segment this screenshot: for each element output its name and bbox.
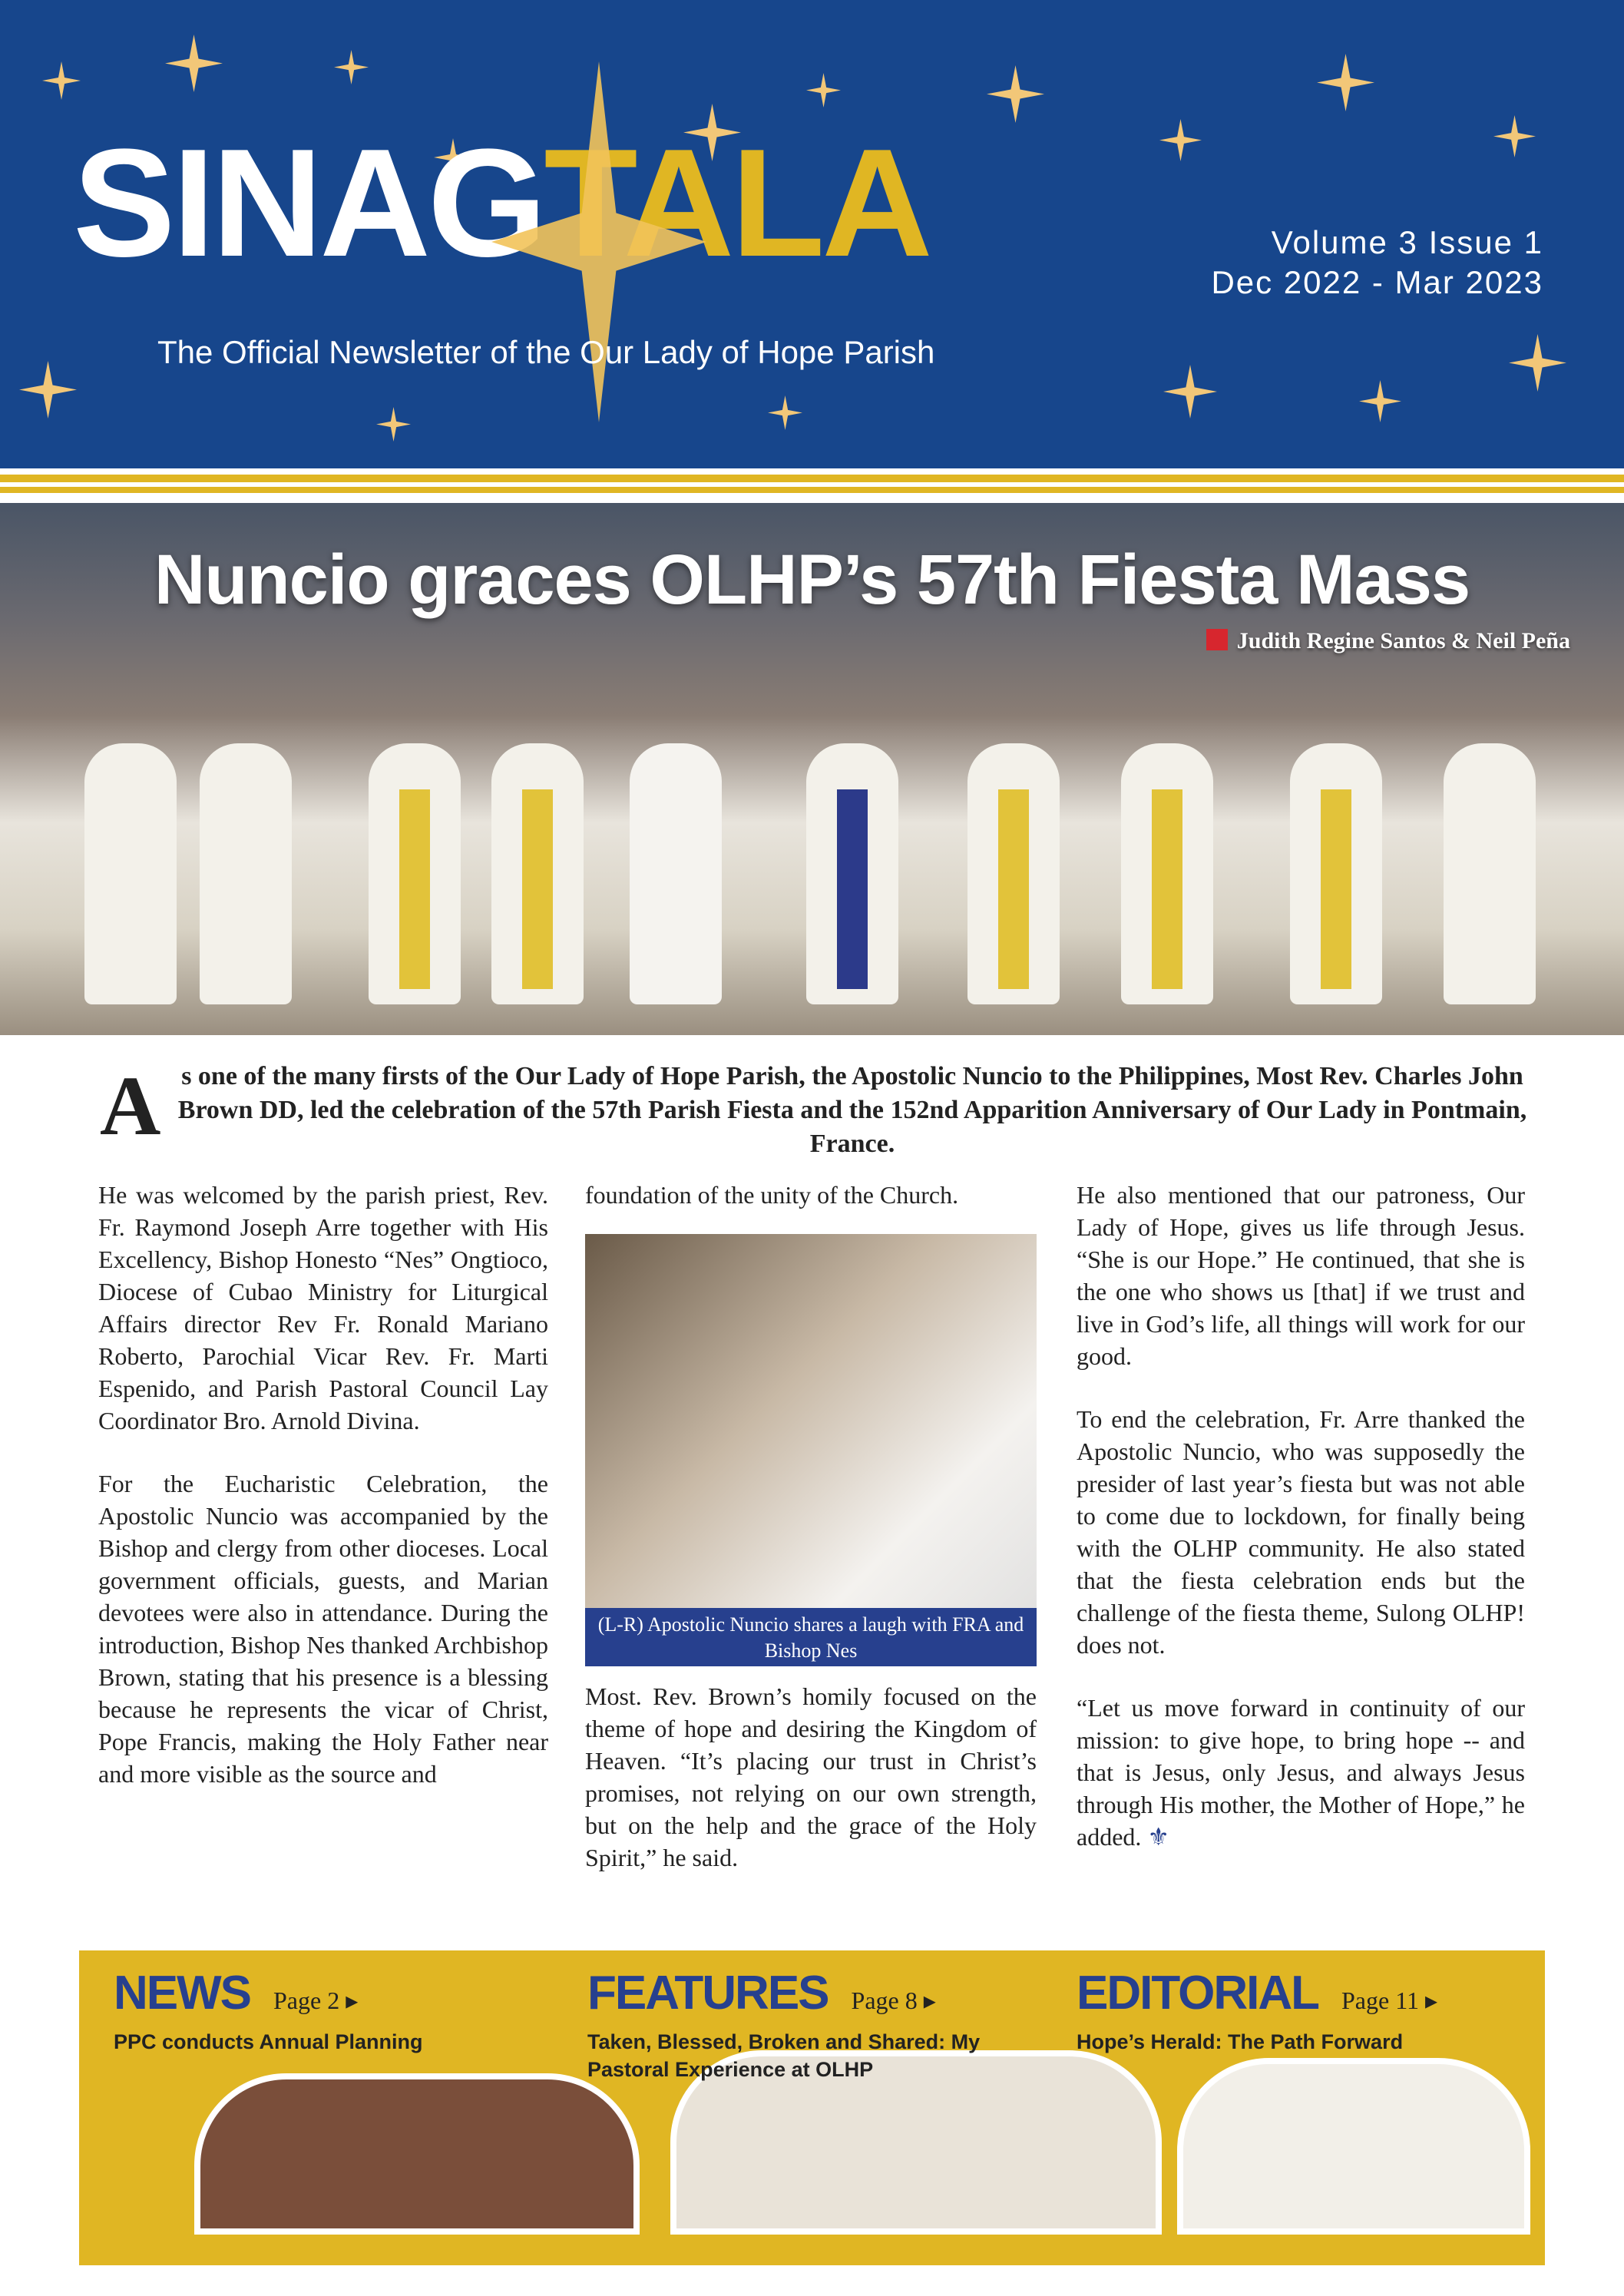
column-2-top xyxy=(585,1179,1037,1242)
section-features[interactable] xyxy=(587,1966,1017,2083)
column-1 xyxy=(98,1179,548,1821)
paragraph-text: “Let us move forward in continuity of our mission: to give hope, to bring hope -- and that is Jesus, only Jesus, and always Jesus through His mother, the Mother of Hope,” he added. xyxy=(1077,1694,1525,1851)
byline-text: Judith Regine Santos & Neil Peña xyxy=(1236,628,1570,653)
volume: Volume 3 Issue 1 xyxy=(1271,224,1543,260)
lead-paragraph: s one of the many firsts of the Our Lady of Hope Parish, the Apostolic Nuncio to the Philippines, Most Rev. Charles John Brown DD, led the celebration of the 57th Parish Fiesta and the 152nd Apparition Anniversary of Our Lady in Pontmain, France. xyxy=(177,1062,1527,1158)
star-icon xyxy=(987,65,1044,123)
section-title: EDITORIAL xyxy=(1077,1967,1318,2020)
section-news[interactable] xyxy=(114,1966,423,2056)
star-icon xyxy=(1163,365,1217,419)
tagline: The Official Newsletter of the Our Lady of Hope Parish xyxy=(157,334,935,370)
page-link[interactable]: Page 11 ▸ xyxy=(1341,1987,1438,2014)
date-range: Dec 2022 - Mar 2023 xyxy=(1211,264,1543,300)
paragraph: Most. Rev. Brown’s homily focused on the theme of hope and desiring the Kingdom of Heaven. “It’s placing our trust in Christ’s promises, not relying on our own strength, but on the help and the grace of the Holy Spirit,” he said. xyxy=(585,1682,1037,1871)
page-link[interactable]: Page 8 ▸ xyxy=(851,1987,936,2014)
star-icon xyxy=(19,361,77,419)
drop-cap: A xyxy=(100,1059,161,1153)
byline xyxy=(1206,628,1570,654)
star-icon xyxy=(165,35,223,92)
paragraph: He was welcomed by the parish priest, Rev. Fr. Raymond Joseph Arre together with His Excellency, Bishop Honesto “Nes” Ongtioco, Diocese of Cubao Ministry for Liturgical Affairs director Rev Fr. Ronald Mariano Roberto, Parochial Vicar Rev. Fr. Marti Espenido, and Parish Pastoral Council Lay Coordinator Bro. Arnold Divina. xyxy=(98,1181,548,1434)
logo xyxy=(73,117,930,289)
page-link[interactable]: Page 2 ▸ xyxy=(273,1987,359,2014)
fleur-de-lis-icon: ⚜ xyxy=(1147,1823,1170,1851)
section-editorial[interactable] xyxy=(1077,1966,1437,2056)
star-icon xyxy=(1317,54,1374,111)
star-icon xyxy=(1493,115,1536,157)
star-icon xyxy=(376,407,411,442)
nuncio-photo xyxy=(585,1234,1037,1666)
star-icon xyxy=(768,395,802,430)
section-title: FEATURES xyxy=(587,1967,829,2020)
section-title: NEWS xyxy=(114,1967,250,2020)
column-2-bottom xyxy=(585,1680,1037,1904)
article-title: Nuncio graces OLHP’s 57th Fiesta Mass xyxy=(154,541,1470,619)
star-icon xyxy=(42,61,81,100)
star-icon xyxy=(1359,380,1401,422)
star-icon xyxy=(1159,119,1202,161)
red-square-icon xyxy=(1206,629,1228,650)
section-headline: PPC conducts Annual Planning xyxy=(114,2030,423,2053)
paragraph: He also mentioned that our patroness, Our Lady of Hope, gives us life through Jesus. “She is our Hope.” He continued, that she is the one who shows us [that] if we trust and live in God’s life, all things will work for our good. xyxy=(1077,1181,1525,1370)
divider xyxy=(0,475,1624,482)
logo-part1: SINAG xyxy=(73,117,544,289)
section-headline: Taken, Blessed, Broken and Shared: My Pastoral Experience at OLHP xyxy=(587,2030,981,2081)
divider xyxy=(0,487,1624,493)
masthead xyxy=(0,0,1624,468)
paragraph xyxy=(1077,1692,1525,1853)
star-icon xyxy=(334,50,369,84)
column-3 xyxy=(1077,1179,1525,1884)
paragraph: foundation of the unity of the Church. xyxy=(585,1181,959,1209)
section-headline: Hope’s Herald: The Path Forward xyxy=(1077,2030,1404,2053)
paragraph: To end the celebration, Fr. Arre thanked the Apostolic Nuncio, who was supposedly the presider of last year’s fiesta but was not able to come due to lockdown, for finally being with the OLHP community. He also stated that the fiesta celebration ends but the challenge of the fiesta theme, Sulong OLHP! does not. xyxy=(1077,1405,1525,1659)
issue-info xyxy=(1211,223,1543,303)
logo-part2: TALA xyxy=(544,117,930,289)
star-icon xyxy=(806,73,841,108)
paragraph: For the Eucharistic Celebration, the Apostolic Nuncio was accompanied by the Bishop and clergy from other dioceses. Local government officials, guests, and Marian devotees were also in attendance. During the introduction, Bishop Nes thanked Archbishop Brown, stating that his presence is a blessing because he represents the vicar of Christ, Pope Francis, making the Holy Father near and more visible as the source and xyxy=(98,1470,548,1788)
star-icon xyxy=(1509,334,1566,392)
photo-caption: (L-R) Apostolic Nuncio shares a laugh with FRA and Bishop Nes xyxy=(585,1608,1037,1666)
